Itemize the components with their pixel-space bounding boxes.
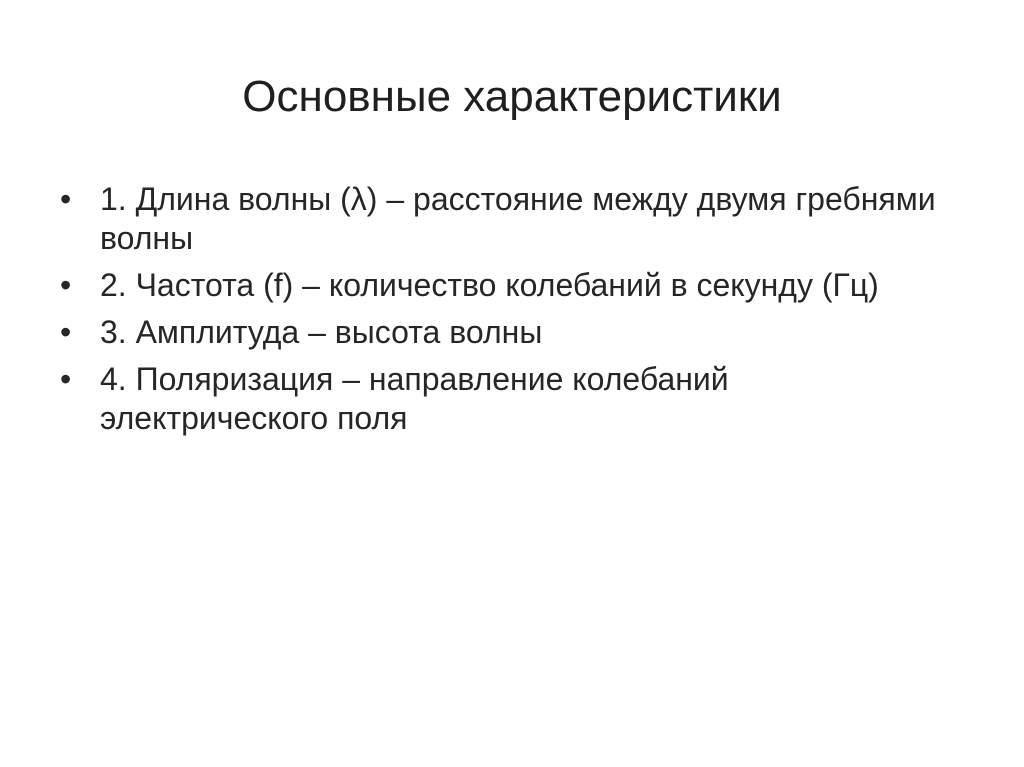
list-item — [60, 266, 960, 305]
list-item — [60, 180, 960, 258]
bullet-icon: • — [60, 181, 72, 217]
bullet-list — [60, 180, 960, 446]
bullet-icon: • — [60, 267, 72, 303]
list-item-text: 2. Частота (f) – количество колебаний в секунду (Гц) — [100, 267, 879, 303]
bullet-icon: • — [60, 314, 72, 350]
list-item — [60, 313, 960, 352]
slide-title: Основные характеристики — [242, 72, 782, 121]
list-item — [60, 360, 960, 438]
list-item-text: 3. Амплитуда – высота волны — [100, 314, 543, 350]
bullet-icon: • — [60, 361, 72, 397]
list-item-text: 1. Длина волны (λ) – расстояние между двумя гребнями волны — [100, 181, 936, 256]
list-item-text: 4. Поляризация – направление колебаний электрического поля — [100, 361, 729, 436]
